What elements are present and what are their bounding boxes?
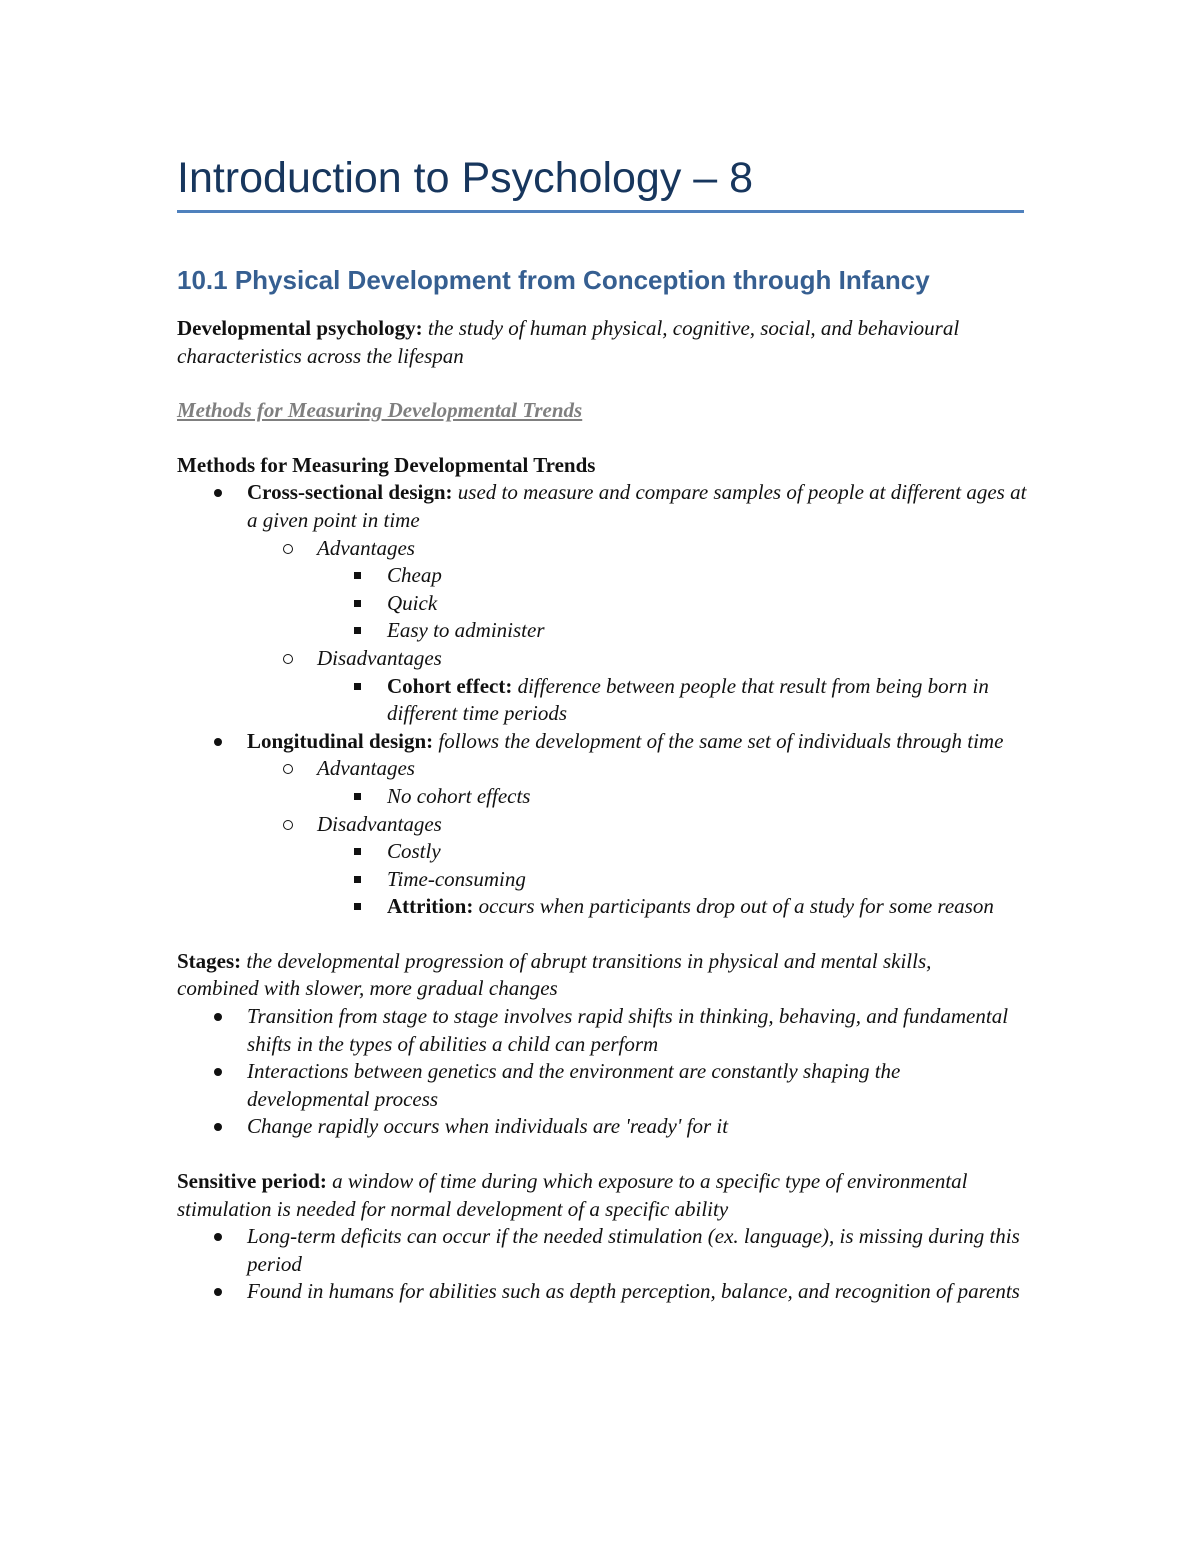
stages-term: Stages: — [177, 948, 242, 973]
list-item: Cheap — [387, 563, 442, 588]
list-item-cohort-effect — [317, 673, 1027, 728]
stages-text: the developmental progression of abrupt transitions in physical and mental skills, combined with slower, more gradual changes — [177, 948, 932, 1001]
cross-term: Cross-sectional design: — [247, 480, 453, 505]
spacer — [177, 921, 1027, 948]
longitudinal-disadvantages-list — [317, 838, 1027, 921]
list-item: Long-term deficits can occur if the needed stimulation (ex. language), is missing during this period — [247, 1224, 1020, 1276]
list-item: Easy to administer — [387, 618, 545, 643]
disadvantages-label: Disadvantages — [317, 645, 442, 670]
document-title: Introduction to Psychology – 8 — [177, 154, 754, 202]
cross-advantages-list — [317, 562, 1027, 645]
list-item-advantages — [247, 755, 1027, 810]
dev-psych-definition — [177, 315, 977, 370]
methods-list — [177, 479, 1027, 921]
document-content — [177, 150, 1027, 1306]
cross-text: used to measure and compare samples of people at different ages at a given point in time — [247, 480, 1027, 532]
section-heading: 10.1 Physical Development from Conception through Infancy — [177, 265, 930, 295]
list-item: Time-consuming — [387, 866, 526, 891]
longitudinal-advantages-list — [317, 783, 1027, 811]
disadvantages-label: Disadvantages — [317, 811, 442, 836]
title-underline — [177, 210, 1024, 213]
cross-disadvantages-list — [317, 673, 1027, 728]
list-item-advantages — [247, 535, 1027, 645]
list-item: Change rapidly occurs when individuals are 'ready' for it — [247, 1114, 729, 1139]
list-item: Found in humans for abilities such as depth perception, balance, and recognition of parents — [247, 1279, 1020, 1304]
cohort-term: Cohort effect: — [387, 673, 513, 698]
list-item-disadvantages — [247, 645, 1027, 728]
attrition-term: Attrition: — [387, 894, 474, 919]
list-item-cross-sectional — [177, 479, 1027, 727]
longitudinal-text: follows the development of the same set of individuals through time — [438, 728, 1004, 753]
subtle-heading: Methods for Measuring Developmental Trends — [177, 398, 583, 423]
list-item: Transition from stage to stage involves rapid shifts in thinking, behaving, and fundamental shifts in the types of abilities a child can perform — [247, 1004, 1009, 1056]
list-item: Interactions between genetics and the environment are constantly shaping the developmental process — [247, 1059, 901, 1111]
list-item: No cohort effects — [387, 783, 531, 808]
list-item-longitudinal — [177, 728, 1027, 921]
list-item-disadvantages — [247, 811, 1027, 921]
sensitive-period-definition — [177, 1168, 977, 1223]
spacer — [177, 1141, 1027, 1168]
cohort-text: difference between people that result from being born in different time periods — [387, 673, 989, 726]
dev-psych-term: Developmental psychology: — [177, 316, 423, 340]
sensitive-list — [177, 1223, 1027, 1306]
attrition-text: occurs when participants drop out of a study for some reason — [478, 894, 994, 919]
longitudinal-sublist — [247, 755, 1027, 921]
dev-psych-text: the study of human physical, cognitive, social, and behavioural characteristics across the lifespan — [177, 316, 960, 368]
longitudinal-term: Longitudinal design: — [247, 728, 434, 753]
methods-heading: Methods for Measuring Developmental Trends — [177, 452, 596, 477]
sensitive-text: a window of time during which exposure to a specific type of environmental stimulation is needed for normal development of a specific ability — [177, 1169, 968, 1221]
stages-definition — [177, 948, 977, 1003]
advantages-label: Advantages — [317, 535, 415, 560]
list-item-attrition — [317, 893, 1027, 921]
stages-list — [177, 1003, 1027, 1141]
cross-sublist — [247, 535, 1027, 728]
sensitive-term: Sensitive period: — [177, 1169, 327, 1194]
list-item: Costly — [387, 839, 441, 864]
advantages-label: Advantages — [317, 756, 415, 781]
list-item: Quick — [387, 590, 438, 615]
